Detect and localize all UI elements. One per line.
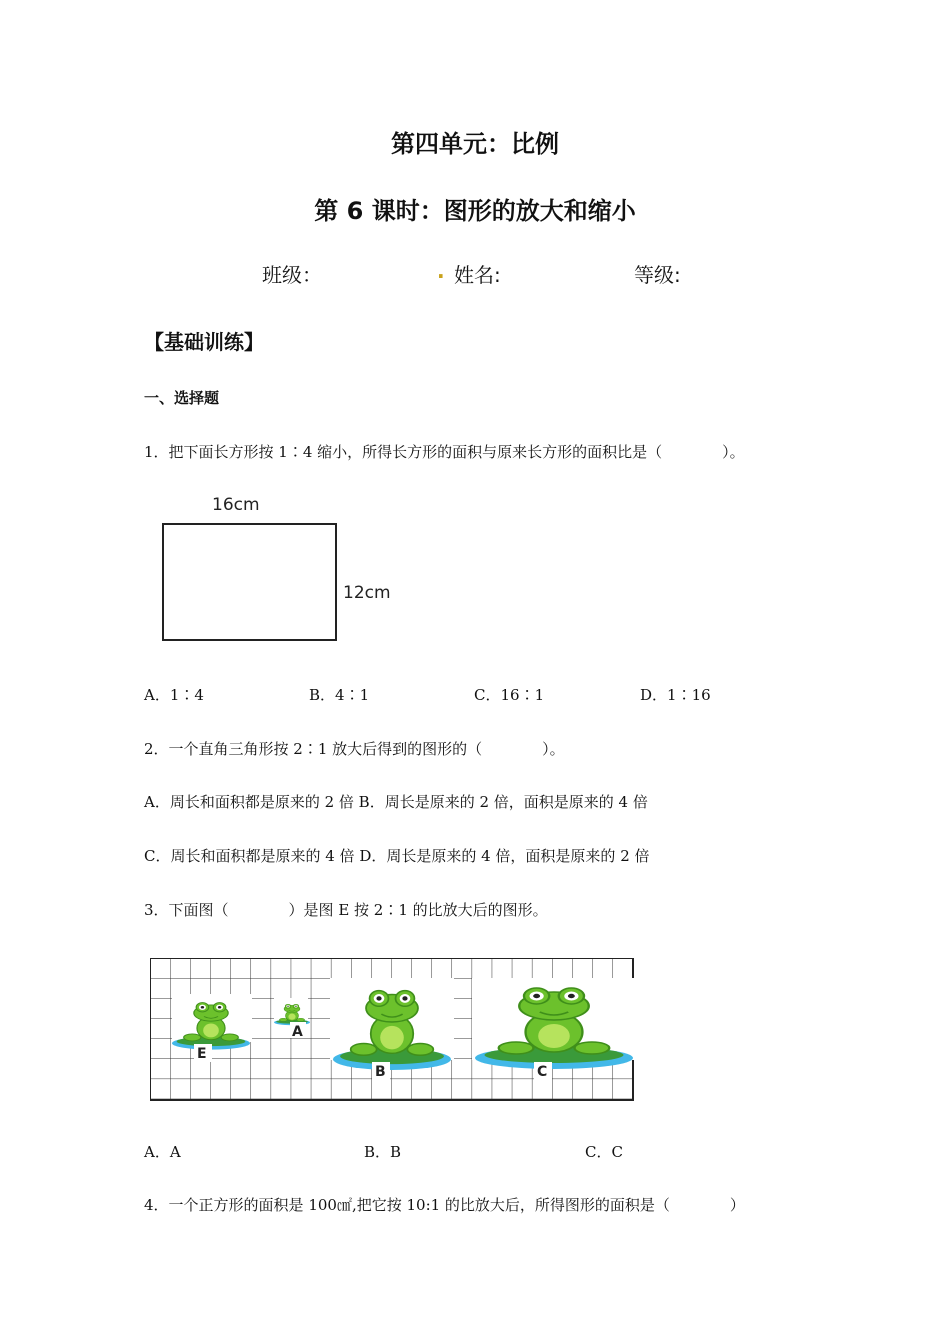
q1-option-d: D．1∶16	[640, 686, 711, 704]
height-label: 12cm	[343, 583, 391, 603]
width-label: 16cm	[212, 495, 260, 515]
q3-option-b: B．B	[364, 1143, 402, 1161]
name-label: 姓名:	[454, 263, 501, 287]
part-one-heading: 一、选择题	[144, 389, 220, 407]
q2-options-line-2: C．周长和面积都是原来的 4 倍 D．周长是原来的 4 倍，面积是原来的 2 倍	[144, 847, 650, 865]
rectangle-figure	[150, 488, 410, 653]
label-c: C	[537, 1064, 548, 1080]
lesson-title: 第 6 课时：图形的放大和缩小	[314, 197, 636, 225]
q1-option-a: A．1∶4	[144, 686, 204, 704]
label-b: B	[375, 1064, 386, 1080]
label-a: A	[292, 1024, 303, 1040]
question-2-stem: 2．一个直角三角形按 2∶1 放大后得到的图形的（ ）。	[144, 740, 565, 758]
question-3-stem: 3．下面图（ ）是图 E 按 2∶1 的比放大后的图形。	[144, 901, 548, 919]
frog-grid-figure	[150, 958, 635, 1104]
grade-label: 等级:	[634, 263, 681, 287]
class-label: 班级：	[262, 263, 322, 287]
q3-option-a: A．A	[144, 1143, 181, 1161]
question-4-stem: 4．一个正方形的面积是 100㎠,把它按 10:1 的比放大后，所得图形的面积是（ ）	[144, 1196, 745, 1214]
q3-option-c: C．C	[585, 1143, 623, 1161]
question-1-stem: 1．把下面长方形按 1∶4 缩小，所得长方形的面积与原来长方形的面积比是（ ）。	[144, 443, 745, 461]
separator-dot: .	[437, 259, 445, 283]
unit-title: 第四单元：比例	[391, 130, 559, 158]
label-e: E	[197, 1046, 207, 1062]
section-title: 【基础训练】	[144, 330, 264, 354]
rectangle-shape	[163, 524, 336, 640]
q2-options-line-1: A．周长和面积都是原来的 2 倍 B．周长是原来的 2 倍，面积是原来的 4 倍	[144, 793, 648, 811]
q1-option-b: B．4∶1	[309, 686, 370, 704]
q1-option-c: C．16∶1	[474, 686, 545, 704]
